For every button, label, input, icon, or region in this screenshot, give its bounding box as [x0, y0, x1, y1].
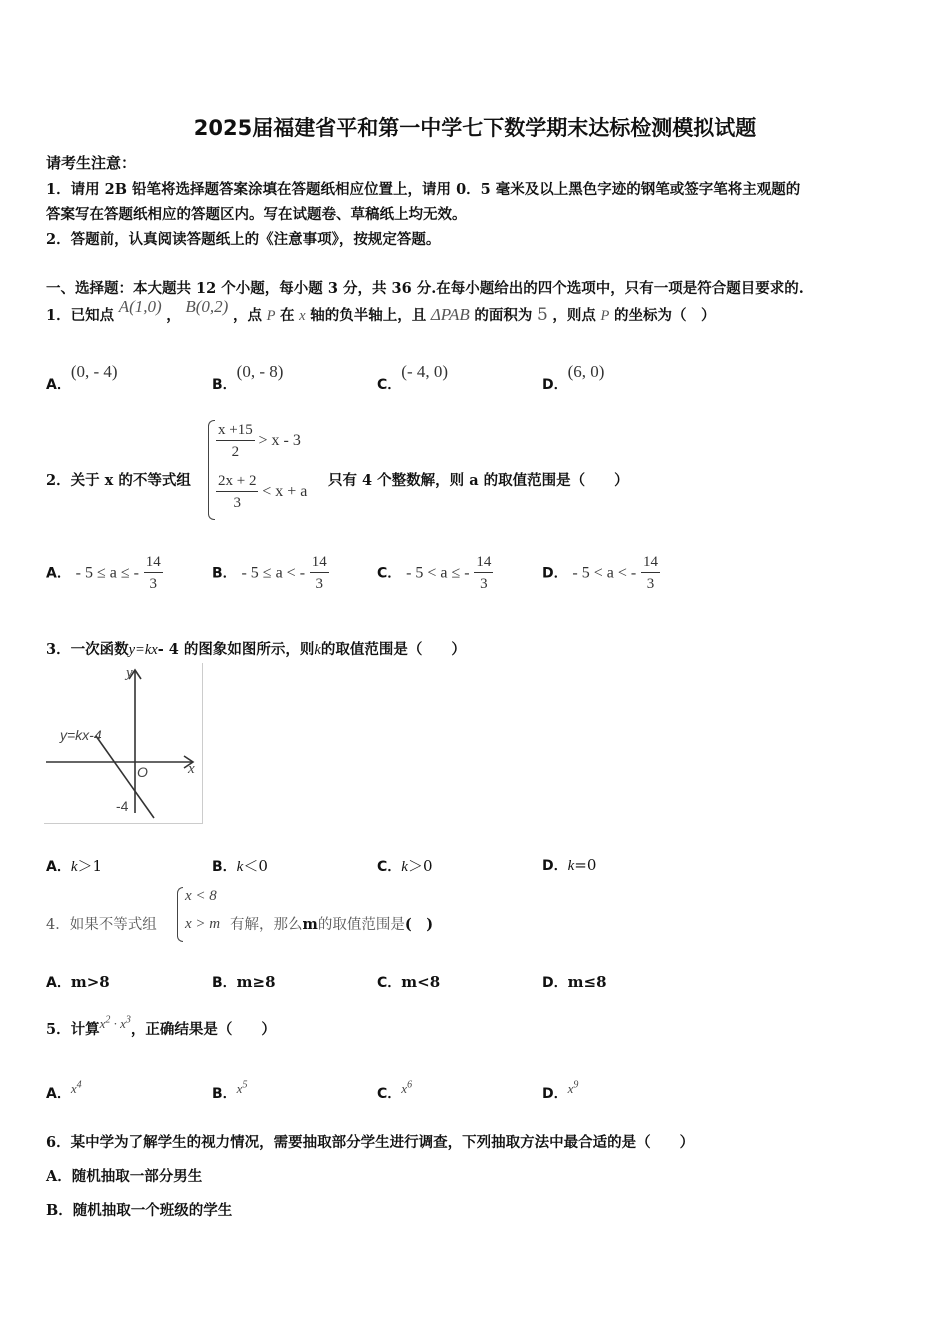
question-4-tail: 有解，那么m的取值范围是( ) — [230, 916, 434, 933]
q2-row2: $\frac{2x + 2}{3}$ < x + a — [218, 473, 308, 511]
notice-heading: 请考生注意： — [46, 154, 137, 172]
question-1: 1．已知点 A(1,0) ， B(0,2) ，点 P 在 x 轴的负半轴上，且 ΔPAB 的面积为 5 ，则点 P 的坐标为（ ） — [46, 297, 716, 325]
q3-option-c[interactable]: C．k＞0 — [377, 857, 433, 875]
question-5: 5．计算$x^2 \cdot x^3$，正确结果是（ ） — [46, 1014, 276, 1038]
q6-option-b[interactable]: B．随机抽取一个班级的学生 — [46, 1202, 233, 1219]
intercept-label: -4 — [116, 798, 129, 814]
page-title: 2025届福建省平和第一中学七下数学期末达标检测模拟试题 — [193, 116, 757, 140]
q4-row2: x > m — [185, 916, 221, 932]
line-label: y=kx-4 — [60, 727, 102, 743]
x-label: x — [188, 761, 195, 777]
q2-option-c[interactable]: C． - 5 < a ≤ - $\frac{14}{3}$ — [377, 554, 492, 592]
q5-option-a[interactable]: A．$x^4$ — [46, 1079, 82, 1102]
q2-option-a[interactable]: A． - 5 ≤ a ≤ - $\frac{14}{3}$ — [46, 554, 161, 592]
section-heading: 一、选择题：本大题共 12 个小题，每小题 3 分，共 36 分.在每小题给出的四个选项中，只有一项是符合题目要求的. — [46, 280, 804, 297]
q3-graph — [44, 663, 203, 824]
question-2-tail: 只有 4 个整数解，则 a 的取值范围是（ ） — [328, 472, 629, 489]
q2-option-d[interactable]: D． - 5 < a < - $\frac{14}{3}$ — [542, 554, 658, 592]
q3-option-b[interactable]: B．k＜0 — [212, 857, 268, 875]
notice-line2: 2．答题前，认真阅读答题纸上的《注意事项》，按规定答题。 — [46, 231, 441, 248]
q1-option-d[interactable]: D．(6, 0) — [542, 362, 605, 393]
q3-graph-svg — [44, 663, 202, 823]
q6-option-a[interactable]: A．随机抽取一部分男生 — [46, 1168, 203, 1185]
q5-option-b[interactable]: B．$x^5$ — [212, 1079, 248, 1102]
notice-line1a: 1．请用 2B 铅笔将选择题答案涂填在答题纸相应位置上，请用 0．5 毫米及以上黑色字迹的钢笔或签字笔将主观题的 — [46, 181, 801, 198]
q1-option-b[interactable]: B．(0, - 8) — [212, 362, 284, 393]
q4-brace — [177, 887, 183, 942]
question-3: 3．一次函数y=kx- 4 的图象如图所示，则k的取值范围是（ ） — [46, 641, 466, 658]
question-6-stem: 6．某中学为了解学生的视力情况，需要抽取部分学生进行调查，下列抽取方法中最合适的是（ ） — [46, 1134, 695, 1151]
q1-option-c[interactable]: C．(- 4, 0) — [377, 362, 449, 393]
q3-option-a[interactable]: A．k＞1 — [46, 857, 103, 875]
q4-row1: x < 8 — [185, 888, 217, 904]
notice-line1b: 答案写在答题纸相应的答题区内。写在试题卷、草稿纸上均无效。 — [46, 206, 467, 223]
q5-option-d[interactable]: D．$x^9$ — [542, 1079, 579, 1102]
q1-option-a[interactable]: A．(0, - 4) — [46, 362, 118, 393]
q4-option-b[interactable]: B．m≥8 — [212, 973, 276, 991]
q2-option-b[interactable]: B． - 5 ≤ a < - $\frac{14}{3}$ — [212, 554, 327, 592]
q2-brace — [208, 420, 215, 520]
q2-row1: $\frac{x +15}{2}$ > x - 3 — [218, 422, 301, 460]
q4-option-c[interactable]: C．m<8 — [377, 973, 441, 991]
question-2-stem: 2．关于 x 的不等式组 — [46, 472, 191, 489]
q5-option-c[interactable]: C．$x^6$ — [377, 1079, 413, 1102]
y-label: y — [126, 665, 133, 681]
question-4-stem: 4．如果不等式组 — [46, 917, 157, 933]
origin-label: O — [137, 764, 148, 780]
q4-option-a[interactable]: A．m>8 — [46, 973, 110, 991]
q3-option-d[interactable]: D．k=0 — [542, 856, 597, 874]
q4-option-d[interactable]: D．m≤8 — [542, 973, 607, 991]
